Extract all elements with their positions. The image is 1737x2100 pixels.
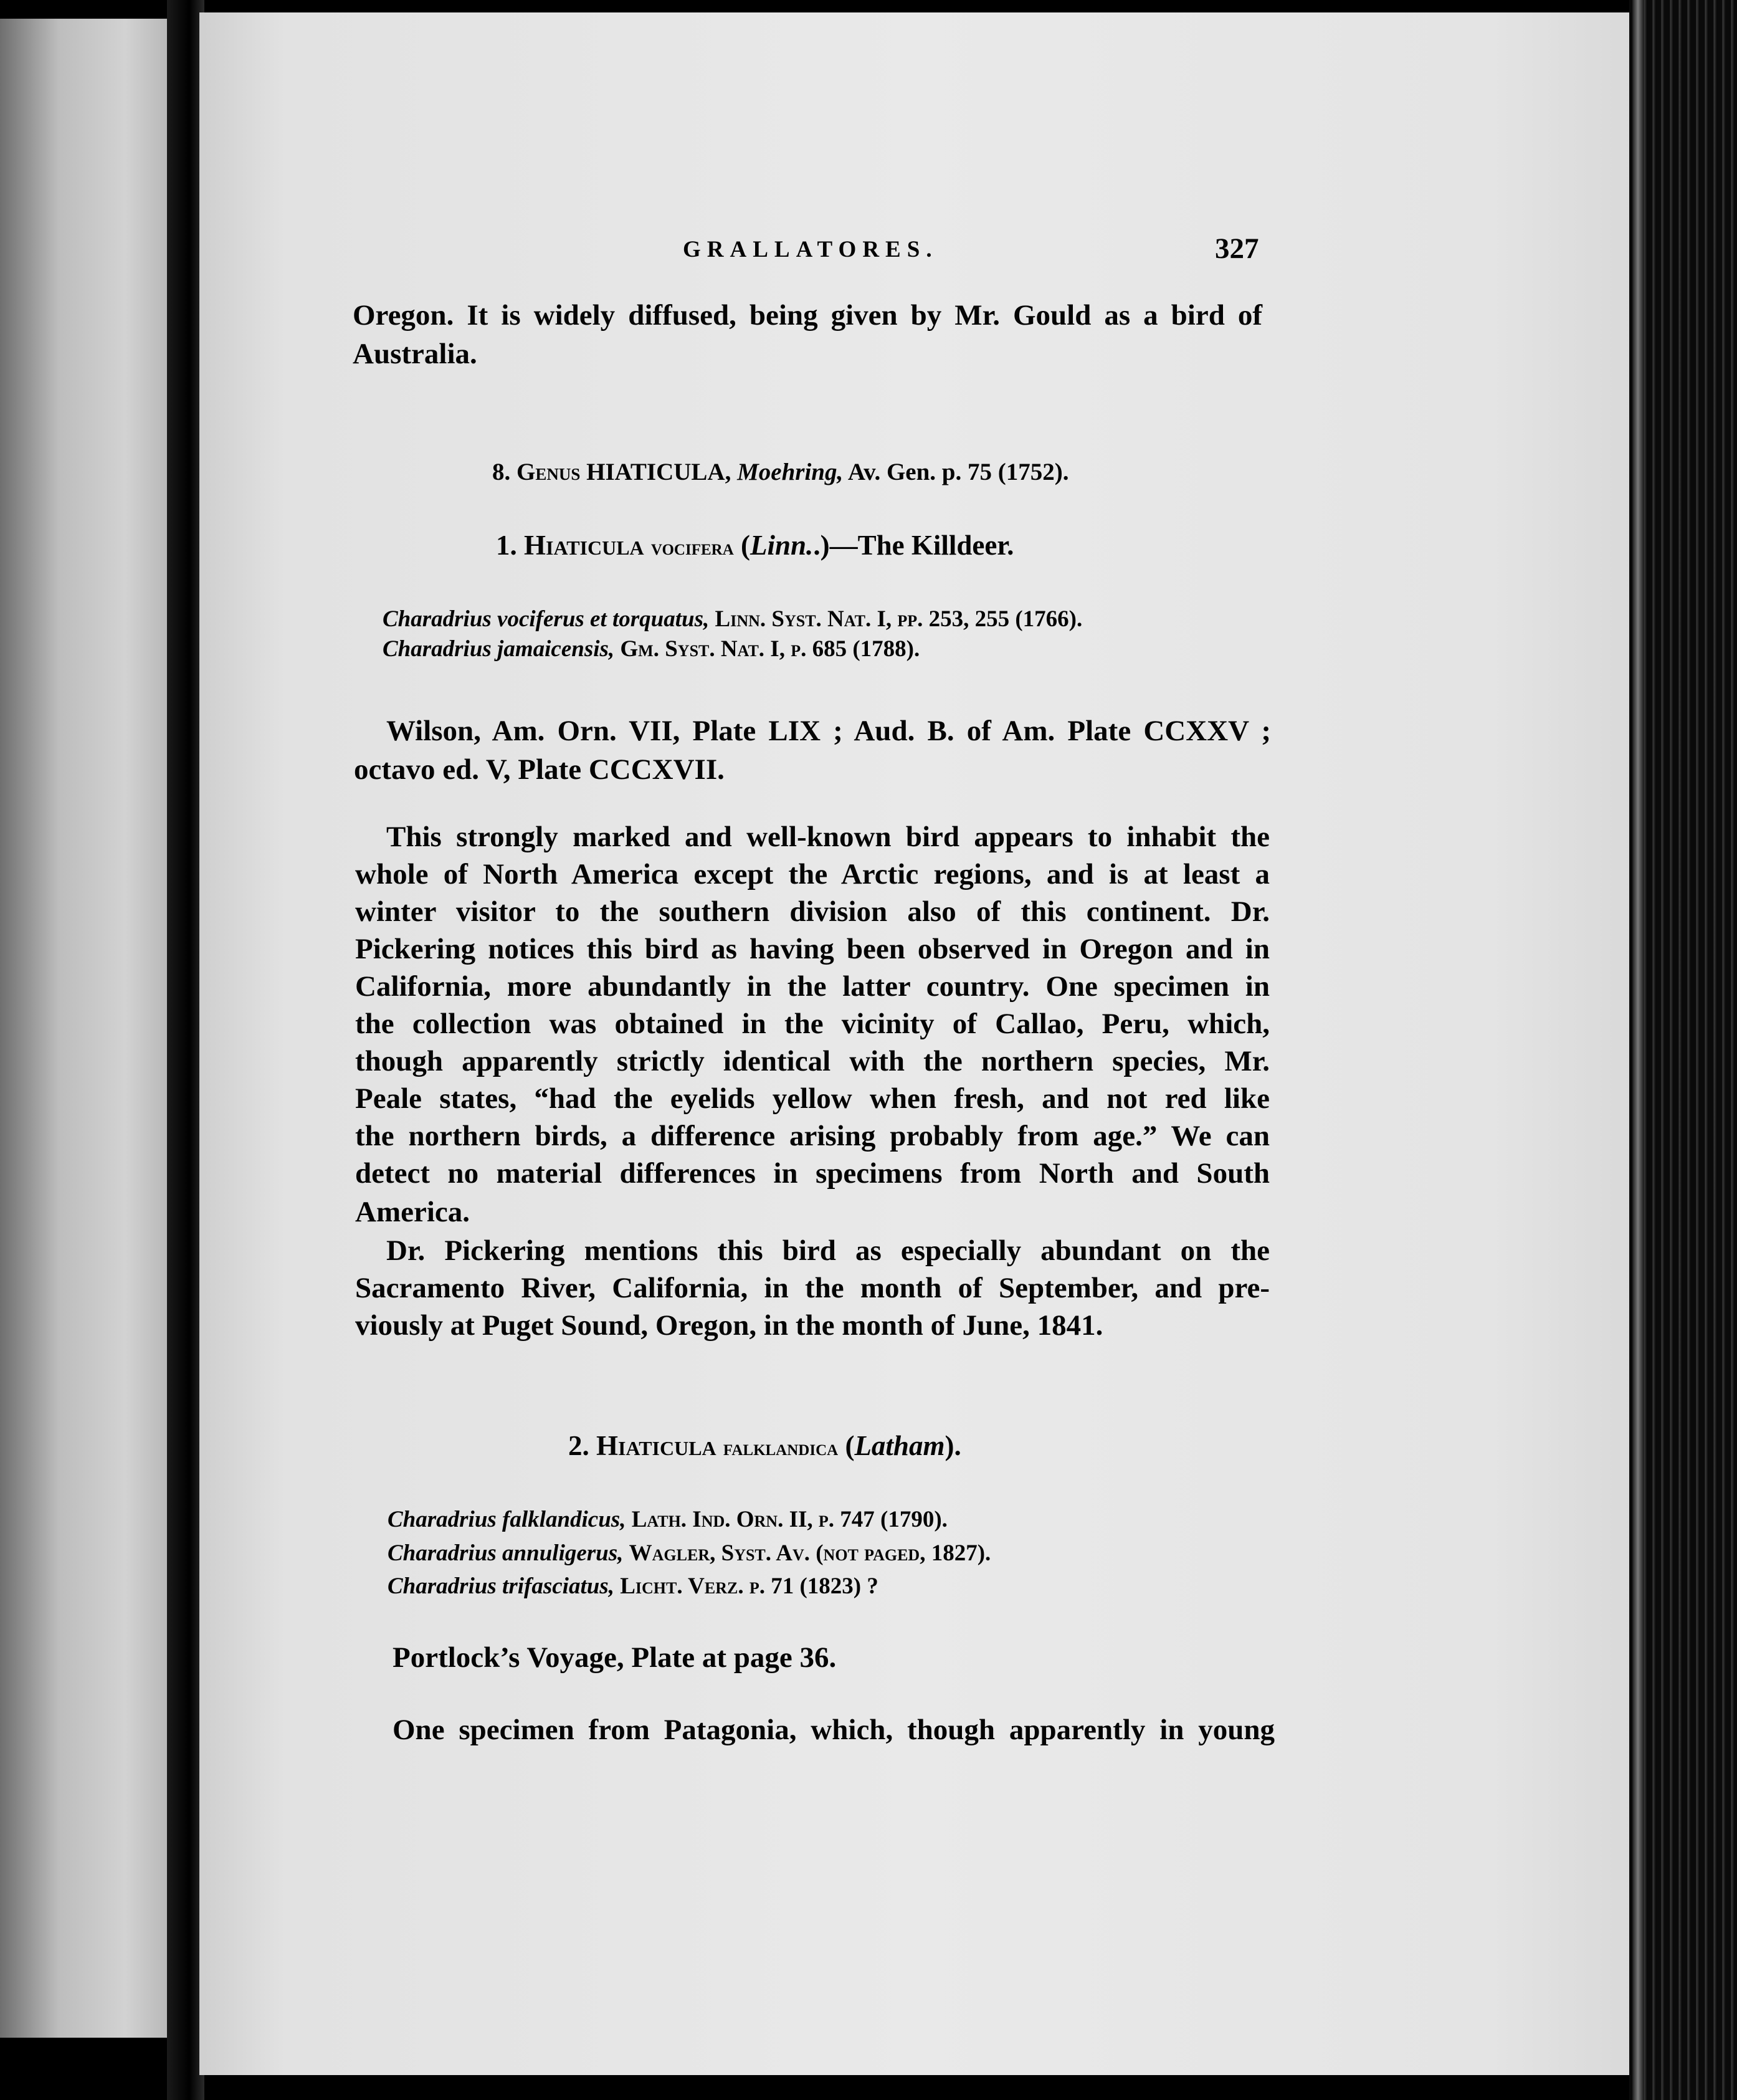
paragraph-line: Dr. Pickering mentions this bird as especially abundant on the (386, 1234, 1270, 1267)
synonym-line: Charadrius vociferus et torquatus, Linn. Syst. Nat. I, pp. 253, 255 (1766). (383, 606, 1083, 632)
genus-reference: Av. Gen. p. 75 (1752). (847, 459, 1069, 485)
plates-line-2: octavo ed. V, Plate CCCXVII. (354, 753, 725, 786)
paragraph-line: Sacramento River, California, in the month of September, and pre- (355, 1272, 1270, 1304)
running-head: GRALLATORES. (683, 237, 938, 262)
page-number: 327 (1215, 232, 1259, 265)
paragraph-line: the collection was obtained in the vicinity of Callao, Peru, which, (355, 1008, 1270, 1040)
intro-line-2: Australia. (353, 338, 477, 370)
intro-line-1: Oregon. It is widely diffused, being given by Mr. Gould as a bird of (353, 299, 1262, 332)
plates-line-1: Wilson, Am. Orn. VII, Plate LIX ; Aud. B. of Am. Plate CCXXV ; (386, 715, 1271, 747)
genus-heading (492, 460, 1068, 484)
paragraph-line: detect no material differences in specimens from North and South (355, 1157, 1270, 1190)
paragraph-line: the northern birds, a difference arising probably from age.” We can (355, 1120, 1270, 1152)
synonym-line: Charadrius trifasciatus, Licht. Verz. p. 71 (1823) ? (388, 1573, 878, 1599)
paragraph-line: One specimen from Patagonia, which, though apparently in young (393, 1714, 1275, 1746)
genus-name: HIATICULA, (586, 459, 731, 485)
page-edge-highlight (1632, 0, 1644, 2100)
page-stack-edge (1629, 0, 1737, 2100)
genus-author: Moehring, (737, 459, 844, 485)
plates-line: Portlock’s Voyage, Plate at page 36. (393, 1641, 837, 1674)
paragraph-line: whole of North America except the Arctic regions, and is at least a (355, 858, 1270, 890)
paragraph-line: though apparently strictly identical with the northern species, Mr. (355, 1045, 1270, 1077)
genus-number: 8. (492, 459, 511, 485)
species-2-heading: 2. Hiaticula falklandica (Latham). (568, 1430, 961, 1461)
paragraph-line: California, more abundantly in the latter country. One specimen in (355, 970, 1270, 1003)
book-gutter (167, 0, 204, 2100)
paragraph-line: winter visitor to the southern division also of this continent. Dr. (355, 895, 1270, 928)
facing-page-edge (0, 19, 167, 2038)
paragraph-line: Peale states, “had the eyelids yellow when fresh, and not red like (355, 1082, 1270, 1115)
species-1-heading: 1. Hiaticula vocifera (Linn..)—The Killdeer. (496, 530, 1014, 561)
synonym-line: Charadrius falklandicus, Lath. Ind. Orn. II, p. 747 (1790). (388, 1507, 948, 1532)
genus-label: Genus (516, 459, 581, 485)
synonym-line: Charadrius annuligerus, Wagler, Syst. Av. (not paged, 1827). (388, 1540, 991, 1566)
paragraph-line: This strongly marked and well-known bird appears to inhabit the (386, 821, 1270, 853)
paragraph-line: Pickering notices this bird as having been observed in Oregon and in (355, 933, 1270, 965)
paragraph-line: America. (355, 1196, 470, 1228)
paragraph-line: viously at Puget Sound, Oregon, in the month of June, 1841. (355, 1309, 1103, 1342)
synonym-line: Charadrius jamaicensis, Gm. Syst. Nat. I, p. 685 (1788). (383, 636, 920, 662)
